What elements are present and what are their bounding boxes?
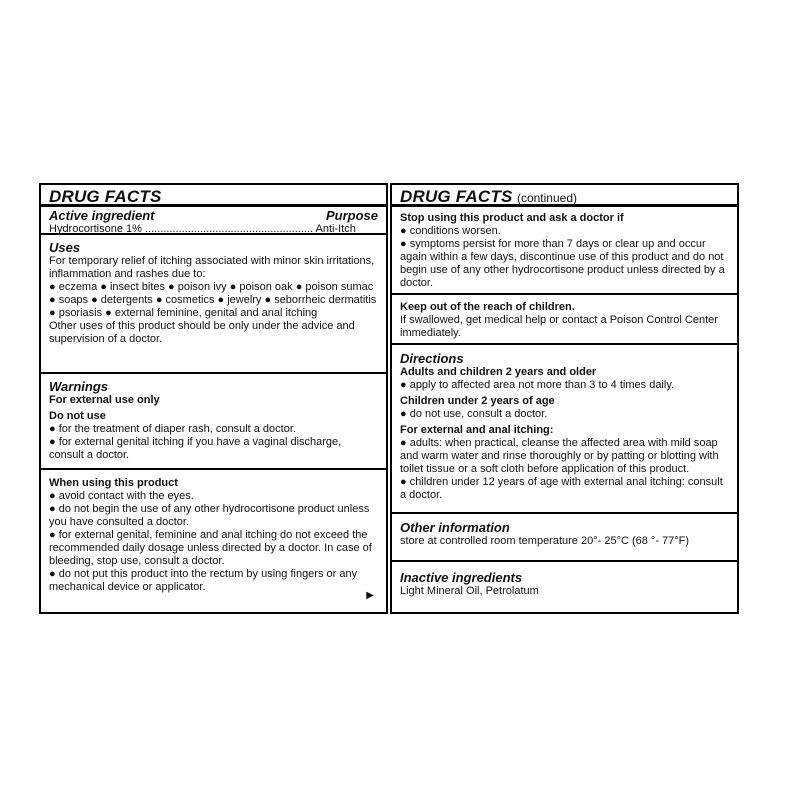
keep-out-text: If swallowed, get medical help or contact a Poison Control Center immediately. [400,314,718,339]
stop-using-section [392,207,737,295]
keep-out-section [392,295,737,345]
left-title: DRUG FACTS [49,187,162,206]
uses-other: Other uses of this product should be only under the advice and supervision of a doctor. [49,320,355,345]
warnings-heading: Warnings [49,379,108,394]
when-using-2: ● do not begin the use of any other hydrocortisone product unless you have consulted a doctor. [49,503,370,528]
when-using-1: ● avoid contact with the eyes. [49,490,194,502]
stop-using-1: ● conditions worsen. [400,225,501,237]
purpose-heading: Purpose [325,208,378,223]
uses-section [41,235,386,374]
external-anal-1: ● adults: when practical, cleanse the affected area with mild soap and warm water and rinse thoroughly or by patting or blotting with toilet tissue or a soft cloth before application of this product. [400,437,719,475]
directions-heading: Directions [400,351,464,366]
drug-facts-left-panel [39,183,388,614]
active-ingredient-section [41,207,386,235]
adults-heading: Adults and children 2 years and older [400,366,597,378]
uses-list: ● eczema ● insect bites ● poison ivy ● poison oak ● poison sumac ● soaps ● detergents ● cosmetics ● jewelry ● seborrheic dermatitis ● psoriasis ● external feminine, genital and anal itching [49,281,377,319]
do-not-use-2: ● for external genital itching if you have a vaginal discharge, consult a doctor. [49,436,342,461]
right-header [392,185,737,207]
under2-text: ● do not use, consult a doctor. [400,408,548,420]
uses-text: For temporary relief of itching associated with minor skin irritations, inflammation and rashes due to: [49,255,375,280]
when-using-3: ● for external genital, feminine and anal itching do not exceed the recommended daily dosage unless directed by a doctor. In case of bleeding, stop use, consult a doctor. [49,529,372,567]
do-not-use-heading: Do not use [49,410,106,422]
keep-out-heading: Keep out of the reach of children. [400,301,575,313]
external-anal-heading: For external and anal itching: [400,424,554,436]
uses-heading: Uses [49,240,81,255]
other-information-section [392,514,737,562]
inactive-ingredients-text: Light Mineral Oil, Petrolatum [400,585,539,597]
continue-arrow-icon: ▶ [366,590,374,601]
other-information-text: store at controlled room temperature 20°- 25°C (68 °- 77°F) [400,535,690,547]
adults-text: ● apply to affected area not more than 3 to 4 times daily. [400,379,675,391]
inactive-ingredients-section [392,562,737,602]
active-ingredient-line: Hydrocortisone 1% ....................................................... Anti-Itch [49,223,356,235]
external-anal-2: ● children under 12 years of age with external anal itching: consult a doctor. [400,476,723,501]
when-using-4: ● do not put this product into the rectum by using fingers or any mechanical device or applicator. [49,568,358,593]
stop-using-heading: Stop using this product and ask a doctor if [400,212,624,224]
directions-section [392,345,737,514]
left-header [41,185,386,207]
active-ingredient-heading: Active ingredient [49,208,155,223]
when-using-section [41,470,386,610]
warnings-section [41,374,386,470]
right-title: DRUG FACTS [400,187,513,206]
when-using-heading: When using this product [49,477,178,489]
external-use-only: For external use only [49,394,160,406]
under2-heading: Children under 2 years of age [400,395,555,407]
other-information-heading: Other information [400,520,510,535]
inactive-ingredients-heading: Inactive ingredients [400,570,523,585]
do-not-use-1: ● for the treatment of diaper rash, consult a doctor. [49,423,296,435]
stop-using-2: ● symptoms persist for more than 7 days or clear up and occur again within a few days, discontinue use of this product and do not begin use of any other hydrocortisone product unless directed by a doctor. [400,238,725,289]
drug-facts-right-panel [390,183,739,614]
continued-label: (continued) [516,191,577,205]
